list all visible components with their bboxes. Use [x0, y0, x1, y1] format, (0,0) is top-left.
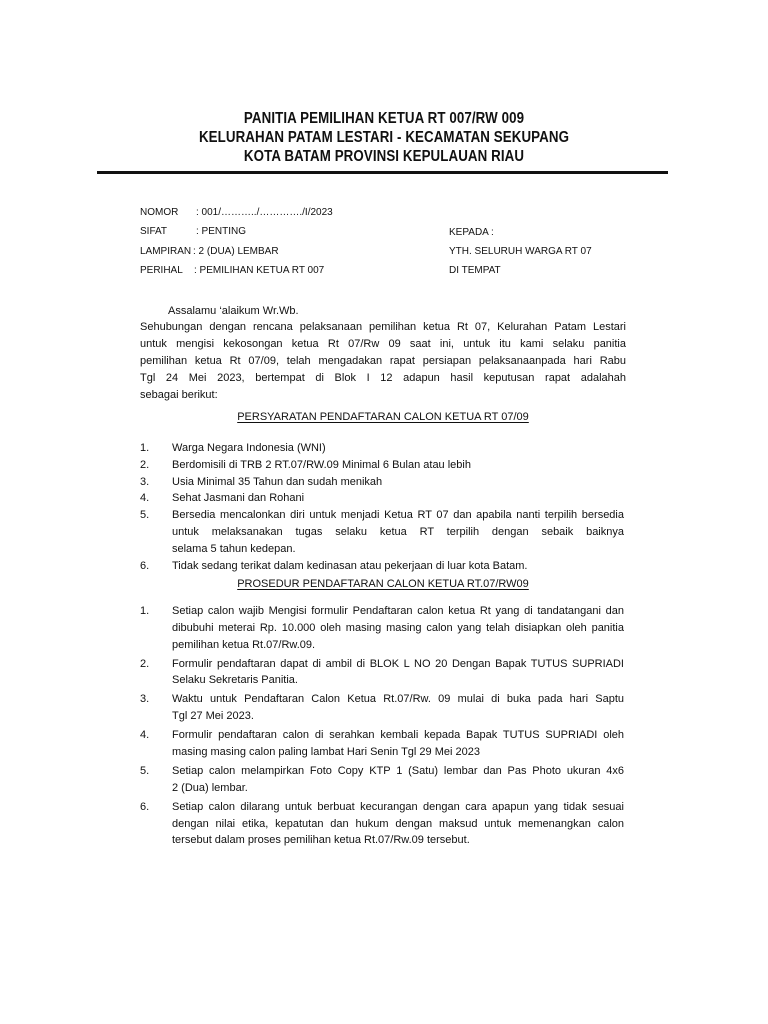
lampiran-label: LAMPIRAN: [140, 246, 192, 257]
requirements-title: PERSYARATAN PENDAFTARAN CALON KETUA RT 07/09: [237, 411, 529, 423]
procedure-text-line: Tgl 27 Mei 2023.: [172, 710, 254, 723]
requirement-number: 1.: [140, 442, 150, 454]
requirement-text-line: selama 5 tahun kedepan.: [172, 542, 296, 555]
procedure-number: 3.: [140, 693, 150, 706]
requirement-text-line: Sehat Jasmani dan Rohani: [172, 492, 305, 505]
procedure-number: 4.: [140, 729, 150, 742]
procedure-text: [172, 603, 624, 653]
procedure-text-line: Setiap calon dilarang untuk berbuat kecurangan dengan cara apapun yang tidak sesuai: [172, 800, 624, 813]
header-line-3: KOTA BATAM PROVINSI KEPULAUAN RIAU: [243, 148, 525, 165]
procedure-number: 6.: [140, 800, 150, 813]
intro-line: Tgl 24 Mei 2023, bertempat di Blok I 12 adapun hasil keputusan rapat adalahah: [140, 372, 626, 384]
greeting: Assalamu ‘alaikum Wr.Wb.: [168, 305, 299, 317]
procedure-text-line: tersebut dalam proses pemilihan ketua Rt.07/Rw.09 tersebut.: [172, 834, 470, 847]
intro-line: Sehubungan dengan rencana pelaksanaan pemilihan ketua Rt 07, Kelurahan Patam Lestari: [140, 321, 626, 333]
nomor-label: NOMOR: [140, 207, 179, 218]
nomor-value: : 001/………../…………./I/2023: [196, 207, 333, 218]
sifat-value: : PENTING: [196, 226, 247, 237]
requirement-text-line: Berdomisili di TRB 2 RT.07/RW.09 Minimal 6 Bulan atau lebih: [172, 458, 471, 471]
intro-line: untuk mengisi kekosongan ketua Rt 07/Rw 09 saat ini, untuk itu kami selaku panitia: [140, 338, 626, 350]
requirement-text: [172, 507, 624, 557]
procedure-text-line: Selaku Sekretaris Panitia.: [172, 674, 298, 687]
perihal-label: PERIHAL: [140, 265, 183, 276]
requirement-text-line: Usia Minimal 35 Tahun dan sudah menikah: [172, 475, 383, 488]
requirement-text-line: Tidak sedang terikat dalam kedinasan atau pekerjaan di luar kota Batam.: [172, 559, 528, 572]
procedure-text-line: dengan nilai etika, kepatutan dan hukum dengan maksud untuk memenangkan calon: [172, 817, 624, 830]
procedure-text-line: pemilihan ketua Rt.07/Rw.09.: [172, 638, 316, 651]
procedure-text-line: Formulir pendaftaran calon di serahkan kembali kepada Bapak TUTUS SUPRIADI oleh: [172, 729, 624, 742]
procedure-text: [172, 727, 624, 761]
procedure-text-line: Setiap calon melampirkan Foto Copy KTP 1 (Satu) lembar dan Pas Photo ukuran 4x6: [172, 765, 624, 777]
requirement-text: [172, 457, 624, 474]
perihal-value: : PEMILIHAN KETUA RT 007: [194, 265, 325, 276]
requirement-number: 2.: [140, 458, 150, 471]
sifat-label: SIFAT: [140, 226, 168, 237]
procedure-number: 2.: [140, 657, 150, 670]
kepada-label: KEPADA :: [449, 227, 494, 238]
procedures-title: PROSEDUR PENDAFTARAN CALON KETUA RT.07/RW09: [237, 578, 529, 590]
procedure-text: [172, 799, 624, 849]
lampiran-value: : 2 (DUA) LEMBAR: [193, 246, 279, 257]
procedure-text-line: masing masing calon paling lambat Hari Senin Tgl 29 Mei 2023: [172, 745, 480, 758]
recipient-place: DI TEMPAT: [449, 265, 501, 276]
requirement-number: 6.: [140, 559, 150, 572]
procedure-text-line: Waktu untuk Pendaftaran Calon Ketua Rt.07/Rw. 09 mulai di buka pada hari Saptu: [172, 693, 624, 706]
intro-paragraph: [140, 319, 626, 404]
procedure-text: [172, 763, 624, 797]
procedure-number: 5.: [140, 765, 150, 777]
procedure-text-line: dibubuhi meterai Rp. 10.000 oleh masing masing calon yang telah disiapkan oleh panitia: [172, 621, 624, 634]
procedure-text-line: 2 (Dua) lembar.: [172, 781, 248, 794]
requirement-number: 3.: [140, 475, 150, 488]
intro-line: sebagai berikut:: [140, 389, 218, 401]
intro-line: pemilihan ketua Rt 07/09, telah mengadakan rapat persiapan pelaksanaanpada hari Rabu: [140, 355, 626, 367]
requirement-number: 5.: [140, 509, 150, 522]
procedure-text-line: Setiap calon wajib Mengisi formulir Pendaftaran calon ketua Rt yang di tandatangani dan: [172, 605, 624, 617]
requirement-text-line: Bersedia mencalonkan diri untuk menjadi Ketua RT 07 dan apabila nanti terpilih bersedia: [172, 509, 624, 522]
procedure-text: [172, 691, 624, 725]
requirement-text-line: untuk melaksanakan tugas selaku ketua RT terpilih dengan sebaik baiknya: [172, 525, 624, 538]
procedure-text-line: Formulir pendaftaran dapat di ambil di BLOK L NO 20 Dengan Bapak TUTUS SUPRIADI: [172, 657, 624, 670]
requirement-text: [172, 558, 624, 575]
procedure-text: [172, 656, 624, 690]
requirement-number: 4.: [140, 492, 150, 505]
header-divider: [97, 171, 668, 174]
header-line-2: KELURAHAN PATAM LESTARI - KECAMATAN SEKUPANG: [198, 129, 570, 146]
header-line-1: PANITIA PEMILIHAN KETUA RT 007/RW 009: [243, 110, 525, 127]
requirement-text-line: Warga Negara Indonesia (WNI): [172, 442, 326, 454]
requirement-text: [172, 474, 624, 491]
procedure-number: 1.: [140, 605, 150, 617]
requirement-text: [172, 440, 624, 457]
requirement-text: [172, 490, 624, 507]
recipient: YTH. SELURUH WARGA RT 07: [449, 246, 592, 257]
